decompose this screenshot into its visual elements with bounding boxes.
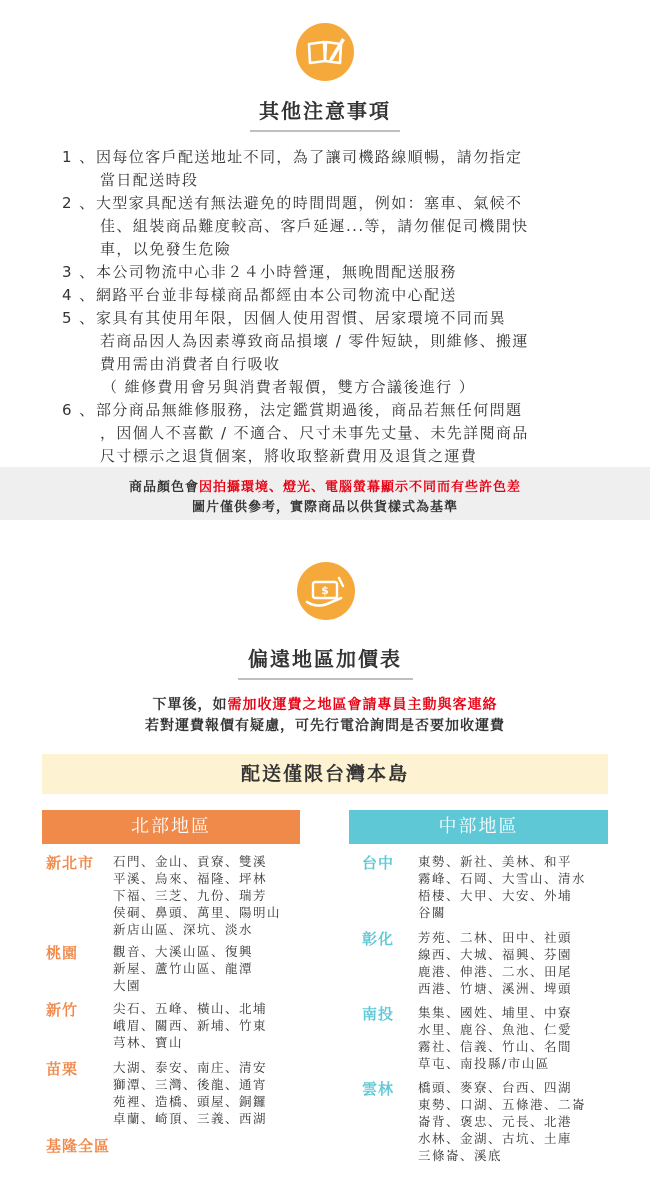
area-towns [113, 1000, 267, 1051]
color-notice-line2: 圖片僅供參考，實際商品以供貨樣式為基準 [191, 500, 458, 515]
note-line: （ 維修費用會另與消費者報價，雙方合議後進行 ） [102, 378, 476, 396]
delivery-limit-banner: 配送僅限台灣本島 [42, 754, 608, 794]
area-towns [113, 943, 253, 994]
town-line: 卓蘭、崎頂、三義、西湖 [113, 1111, 268, 1126]
note-number: 1 、 [62, 148, 96, 166]
note-line: 當日配送時段 [100, 171, 199, 189]
area-name: 新竹 [46, 1001, 79, 1019]
note-number: 3 、 [62, 263, 96, 281]
town-line: 梧棲、大甲、大安、外埔 [418, 888, 573, 903]
town-line: 霧社、信義、竹山、名間 [418, 1039, 573, 1054]
town-line: 侯硐、鼻頭、萬里、陽明山 [113, 905, 282, 920]
town-line: 三條崙、溪底 [418, 1148, 503, 1163]
area-name: 新北市 [46, 854, 95, 872]
remote-intro-line2: 若對運費報價有疑慮，可先行電洽詢問是否要加收運費 [145, 718, 505, 734]
note-line: 佳、組裝商品難度較高、客戶延遲...等，請勿催促司機開快 [100, 217, 529, 235]
note-line: 因每位客戶配送地址不同，為了讓司機路線順暢，請勿指定 [96, 148, 523, 166]
area-name: 桃園 [46, 944, 79, 962]
town-line: 石門、金山、貢寮、雙溪 [113, 854, 268, 869]
town-line: 苑裡、造橋、頭屋、銅鑼 [113, 1094, 268, 1109]
note-item [62, 192, 582, 261]
town-line: 草屯、南投縣/市山區 [418, 1056, 550, 1071]
area-name: 苗栗 [46, 1060, 79, 1078]
note-item [62, 146, 582, 192]
area-towns [418, 853, 586, 921]
note-line: 尺寸標示之退貨個案，將收取整新費用及退貨之運費 [100, 447, 478, 465]
notes-list [62, 146, 582, 468]
town-line: 芎林、寶山 [113, 1035, 184, 1050]
area-name: 基隆全區 [46, 1137, 111, 1155]
town-line: 獅潭、三灣、後龍、通宵 [113, 1077, 268, 1092]
note-number: 6 、 [62, 401, 96, 419]
town-line: 鹿港、伸港、二水、田尾 [418, 964, 573, 979]
area-name: 南投 [362, 1005, 395, 1023]
remote-intro-line1: 下單後，如需加收運費之地區會請專員主動與客連絡 [152, 697, 498, 713]
town-line: 大湖、泰安、南庄、清安 [113, 1060, 268, 1075]
color-notice [0, 467, 650, 520]
town-line: 線西、大城、福興、芬園 [418, 947, 573, 962]
town-line: 崙背、褒忠、元長、北港 [418, 1114, 573, 1129]
remote-title: 偏遠地區加價表 [0, 643, 650, 680]
note-number: 4 、 [62, 286, 96, 304]
note-number: 5 、 [62, 309, 96, 327]
town-line: 水里、鹿谷、魚池、仁愛 [418, 1022, 573, 1037]
area-towns [113, 1059, 267, 1127]
book-pen-icon [296, 23, 354, 81]
town-line: 東勢、口湖、五條港、二崙 [418, 1097, 587, 1112]
town-line: 觀音、大溪山區、復興 [113, 944, 254, 959]
town-line: 平溪、烏來、福隆、坪林 [113, 871, 268, 886]
town-line: 東勢、新社、美林、和平 [418, 854, 573, 869]
town-line: 集集、國姓、埔里、中寮 [418, 1005, 573, 1020]
money-hand-icon [297, 562, 355, 620]
central-region-header: 中部地區 [349, 810, 608, 844]
svg-text:$: $ [321, 584, 329, 597]
note-number: 2 、 [62, 194, 96, 212]
town-line: 橋頭、麥寮、台西、四湖 [418, 1080, 573, 1095]
area-towns [418, 929, 572, 997]
area-name: 彰化 [362, 930, 395, 948]
note-line: 大型家具配送有無法避免的時間問題，例如：塞車、氣候不 [96, 194, 523, 212]
note-line: 車，以免發生危險 [100, 240, 232, 258]
town-line: 芳苑、二林、田中、社頭 [418, 930, 573, 945]
notes-title: 其他注意事項 [0, 95, 650, 132]
area-name: 雲林 [362, 1080, 395, 1098]
town-line: 西港、竹塘、溪洲、埤頭 [418, 981, 573, 996]
town-line: 水林、金湖、古坑、土庫 [418, 1131, 573, 1146]
note-item [62, 399, 582, 468]
note-line: 費用需由消費者自行吸收 [100, 355, 281, 373]
town-line: 下福、三芝、九份、瑞芳 [113, 888, 268, 903]
town-line: 大園 [113, 978, 142, 993]
color-notice-prefix: 商品顏色會 [128, 480, 199, 495]
color-notice-highlight: 因拍攝環境、燈光、電腦螢幕顯示不同而有些許色差 [199, 480, 522, 495]
note-line: 網路平台並非每樣商品都經由本公司物流中心配送 [96, 286, 457, 304]
note-item [62, 307, 582, 399]
area-towns [418, 1004, 572, 1072]
area-towns [418, 1079, 586, 1164]
note-line: 本公司物流中心非２４小時營運，無晚間配送服務 [96, 263, 457, 281]
note-item [62, 284, 582, 307]
area-towns [113, 853, 281, 938]
north-region-header: 北部地區 [42, 810, 300, 844]
note-item [62, 261, 582, 284]
town-line: 尖石、五峰、橫山、北埔 [113, 1001, 268, 1016]
town-line: 新屋、蘆竹山區、龍潭 [113, 961, 254, 976]
note-line: 家具有其使用年限，因個人使用習慣、居家環境不同而異 [96, 309, 507, 327]
town-line: 霧峰、石岡、大雪山、清水 [418, 871, 587, 886]
town-line: 峨眉、關西、新埔、竹東 [113, 1018, 268, 1033]
town-line: 新店山區、深坑、淡水 [113, 922, 254, 937]
note-line: 若商品因人為因素導致商品損壞 / 零件短缺，則維修、搬運 [100, 332, 529, 350]
town-line: 谷關 [418, 905, 447, 920]
area-name: 台中 [362, 854, 395, 872]
note-line: 部分商品無維修服務，法定鑑賞期過後，商品若無任何問題 [96, 401, 523, 419]
note-line: ，因個人不喜歡 / 不適合、尺寸未事先丈量、未先詳閱商品 [100, 424, 529, 442]
